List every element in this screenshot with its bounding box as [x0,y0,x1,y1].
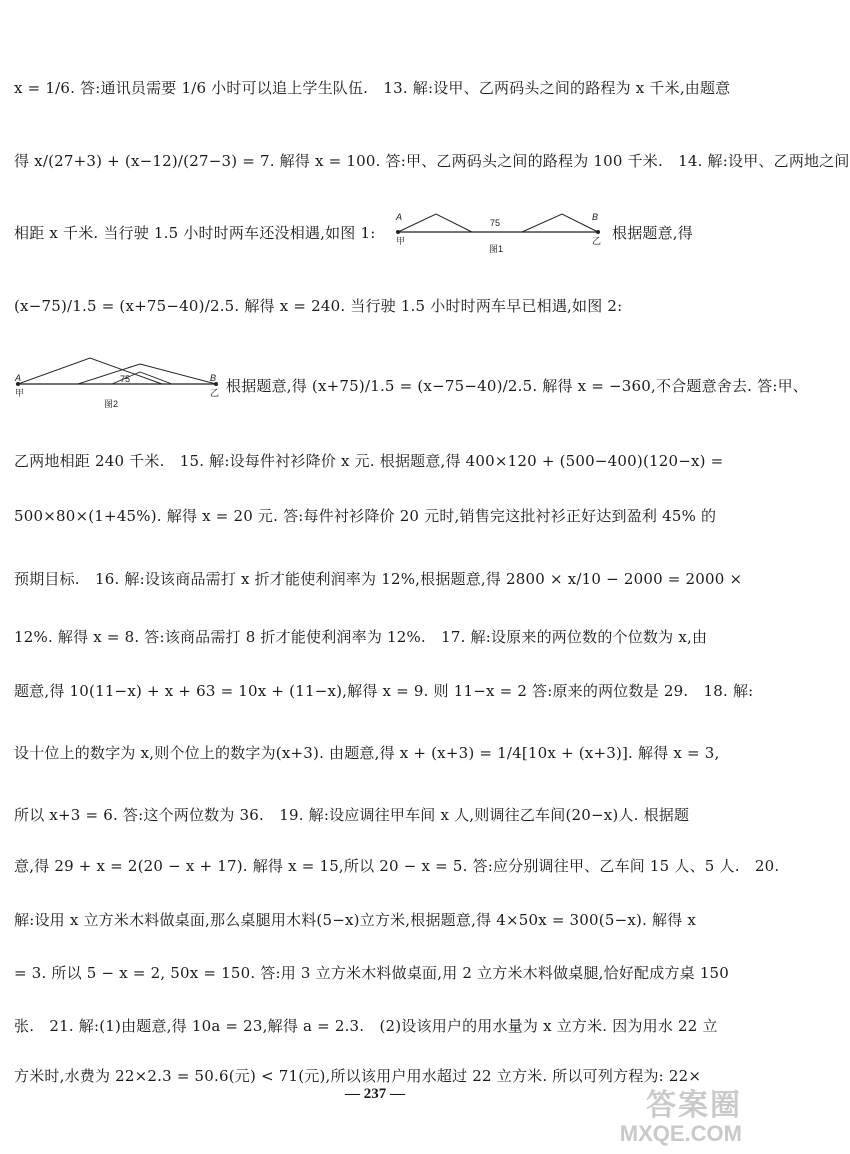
figure-1-car-b-path [522,214,598,232]
text-line-17: 方米时,水费为 22×2.3 = 50.6(元) < 71(元),所以该用户用水超过 22 立方米. 所以可列方程为: 22× [14,1067,702,1085]
text-line-10: 题意,得 10(11−x) + x + 63 = 10x + (11−x),解得 x = 9. 则 11−x = 2 答:原来的两位数是 29. 18. 解: [14,682,754,700]
text-line-11: 设十位上的数字为 x,则个位上的数字为(x+3). 由题意,得 x + (x+3) = 1/4[10x + (x+3)]. 解得 x = 3, [14,744,720,762]
text-line-15: = 3. 所以 5 − x = 2, 50x = 150. 答:用 3 立方米木料做桌面,用 2 立方米木料做桌腿,恰好配成方桌 150 [14,964,730,982]
text-line-16: 张. 21. 解:(1)由题意,得 10a = 23,解得 a = 2.3. (2)设该用户的用水量为 x 立方米. 因为用水 22 立 [14,1017,718,1035]
page-number: — 237 — [345,1086,405,1102]
text-line-6: 乙两地相距 240 千米. 15. 解:设每件衬衫降价 x 元. 根据题意,得 400×120 + (500−400)(120−x) = [14,452,724,470]
text-line-9: 12%. 解得 x = 8. 答:该商品需打 8 折才能使利润率为 12%. 17. 解:设原来的两位数的个位数为 x,由 [14,628,708,646]
watermark-brand: 答案圈 [646,1088,742,1122]
figure-2-diagram [12,354,224,412]
text-line-7: 500×80×(1+45%). 解得 x = 20 元. 答:每件衬衫降价 20 元时,销售完这批衬衫正好达到盈利 45% 的 [14,507,717,525]
figure-2-caption: 图2 [104,399,119,409]
figure-1-caption: 图1 [489,244,504,254]
text-line-13: 意,得 29 + x = 2(20 − x + 17). 解得 x = 15,所以 20 − x = 5. 答:应分别调往甲、乙车间 15 人、5 人. 20. [14,857,780,875]
figure-2-label-jia: 甲 [15,388,25,398]
figure-1-label-jia: 甲 [396,236,406,246]
text-line-4: (x−75)/1.5 = (x+75−40)/2.5. 解得 x = 240. 当行驶 1.5 小时时两车早已相遇,如图 2: [14,297,623,315]
figure-1-distance-label: 75 [490,218,501,228]
text-line-1: x = 1/6. 答:通讯员需要 1/6 小时可以追上学生队伍. 13. 解:设甲、乙两码头之间的路程为 x 千米,由题意 [14,79,731,97]
watermark-url: MXQE.COM [619,1120,742,1146]
text-line-8: 预期目标. 16. 解:设该商品需打 x 折才能使利润率为 12%,根据题意,得 2800 × x/10 − 2000 = 2000 × [14,570,743,588]
figure-1-label-a: A [396,212,403,222]
figure-1-label-yi: 乙 [592,236,602,246]
figure-1-car-a-path [398,214,472,232]
watermark [620,1089,742,1146]
figure-2-car-b-path [78,364,216,384]
figure-1-diagram [392,206,610,258]
text-line-5: 根据题意,得 (x+75)/1.5 = (x−75−40)/2.5. 解得 x = −360,不合题意舍去. 答:甲、 [226,377,808,395]
figure-2-label-a: A [15,373,22,383]
text-line-12: 所以 x+3 = 6. 答:这个两位数为 36. 19. 解:设应调往甲车间 x 人,则调往乙车间(20−x)人. 根据题 [14,806,690,824]
text-line-2: 得 x/(27+3) + (x−12)/(27−3) = 7. 解得 x = 100. 答:甲、乙两码头之间的路程为 100 千米. 14. 解:设甲、乙两地之间 [14,152,850,170]
text-line-3: 相距 x 千米. 当行驶 1.5 小时时两车还没相遇,如图 1: [14,224,376,242]
figure-2-label-b: B [210,373,217,383]
figure-2-distance-label: 75 [120,374,131,384]
figure-1-point-b [596,230,600,234]
figure-1-point-a [396,230,400,234]
text-line-3b: 根据题意,得 [612,224,693,242]
figure-1-label-b: B [592,212,599,222]
text-line-14: 解:设用 x 立方米木料做桌面,那么桌腿用木料(5−x)立方米,根据题意,得 4×50x = 300(5−x). 解得 x [14,911,697,929]
figure-2-label-yi: 乙 [210,388,220,398]
